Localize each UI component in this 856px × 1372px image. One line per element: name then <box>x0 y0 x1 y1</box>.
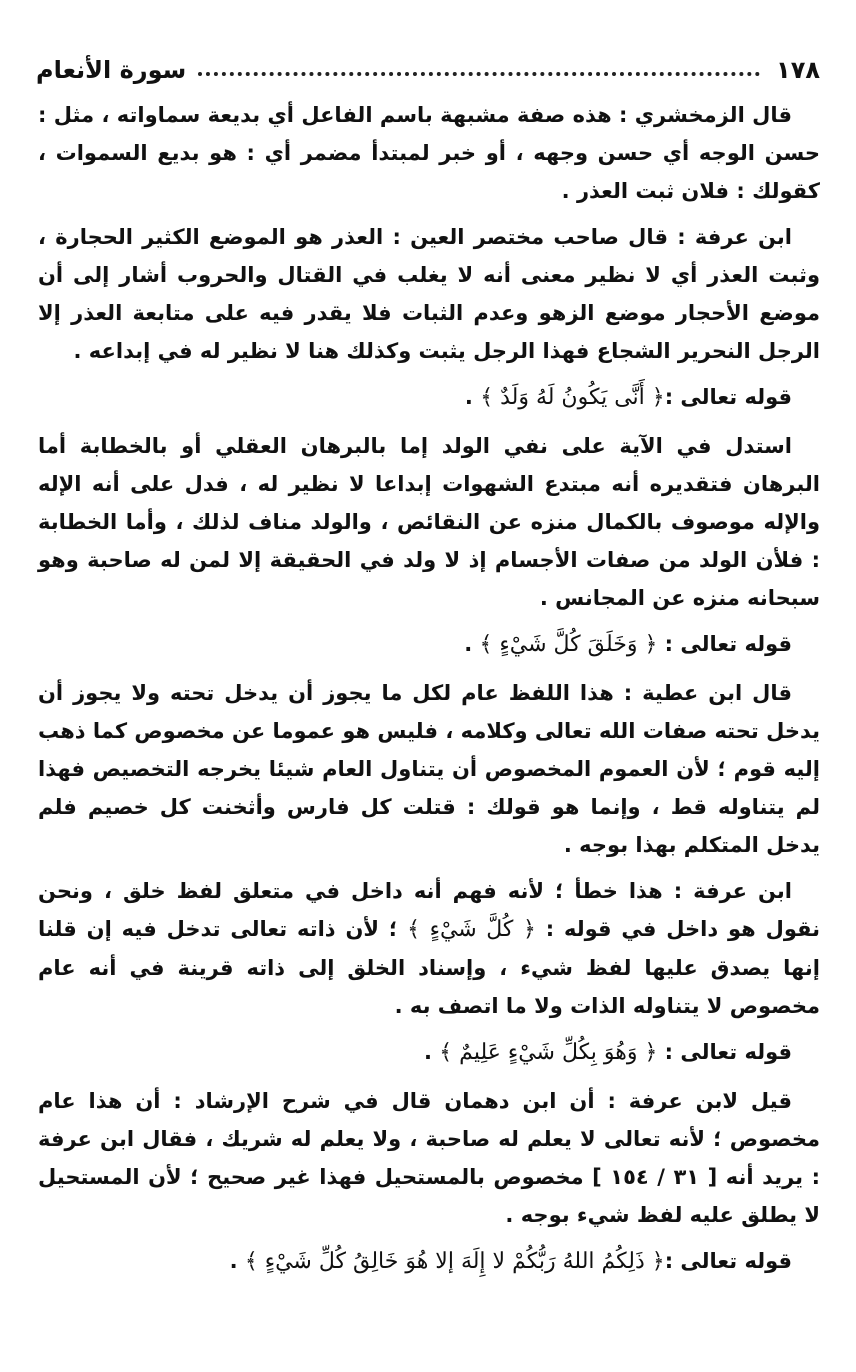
paragraph-text-before: ابن عرفة : هذا خطأ ؛ لأنه فهم أنه داخل في متعلق لفظ خلق ، ونحن نقول هو داخل في قوله : <box>38 879 820 941</box>
verse-heading-4 <box>38 1242 820 1281</box>
paragraph-text: قيل لابن عرفة : أن ابن دهمان قال في شرح الإرشاد : أن هذا عام مخصوص ؛ لأنه تعالى لا يعلم له صاحبة ، ولا يعلم له شريك ، فقال ابن عرفة : يريد أنه [ ٣١ / ١٥٤ ] مخصوص بالمستحيل فهذا غير صحيح ؛ لأن المستحيل لا يطلق عليه لفظ شيء بوجه . <box>38 1089 820 1227</box>
verse-heading-3 <box>38 1033 820 1072</box>
verse-intro: قوله تعالى : <box>664 385 792 409</box>
quran-quote: ﴿ وَخَلَقَ كُلَّ شَيْءٍ ﴾ <box>479 632 658 657</box>
body-text <box>38 96 820 1291</box>
paragraph-text: قال ابن عطية : هذا اللفظ عام لكل ما يجوز أن يدخل تحته ولا يجوز أن يدخل تحته صفات الله تعالى وكلامه ، فليس هو عموما عن مخصوص كما ذهب إليه قوم ؛ لأن العموم المخصوص أن يتناول العام شيئا يخرجه التخصيص فهذا لم يتناوله قط ، وإنما هو قولك : قتلت كل فارس وأثخنت كل خصيم فلم يدخل المتكلم بهذا بوجه . <box>38 681 820 857</box>
dotted-leader <box>198 72 760 76</box>
paragraph-ibn-arafa-2 <box>38 872 820 1025</box>
verse-intro: قوله تعالى : <box>657 1040 792 1064</box>
paragraph-zamakhshari <box>38 96 820 210</box>
paragraph-ibn-atiyya <box>38 674 820 864</box>
quran-quote: ﴿ وَهُوَ بِكُلِّ شَيْءٍ عَلِيمٌ ﴾ <box>439 1040 658 1065</box>
verse-end: . <box>229 1249 245 1273</box>
verse-end: . <box>464 632 480 656</box>
page-number: ١٧٨ <box>776 56 820 84</box>
paragraph-istidlal <box>38 427 820 617</box>
paragraph-text: ابن عرفة : قال صاحب مختصر العين : العذر هو الموضع الكثير الحجارة ، وثبت العذر أي لا نظير معنى أنه لا يغلب في القتال والحروب أشار إلى أن موضع الأحجار موضع الزهو وعدم الثبات فلا يقدر فيه على متابعة العذر إلا الرجل النحرير الشجاع فهذا الرجل يثبت وكذلك هنا لا نظير له في إبداعه . <box>38 225 820 363</box>
paragraph-text: قال الزمخشري : هذه صفة مشبهة باسم الفاعل أي بديعة سماواته ، مثل : حسن الوجه أي حسن وجهه ، أو خبر لمبتدأ مضمر أي : هو بديع السموات ، كقولك : فلان ثبت العذر . <box>38 103 820 203</box>
quran-quote: ﴿ أَنَّى يَكُونُ لَهُ وَلَدٌ ﴾ <box>480 385 665 410</box>
paragraph-ibn-arafa-1 <box>38 218 820 370</box>
paragraph-text-after: ؛ لأن ذاته تعالى تدخل فيه إن قلنا إنها يصدق عليها لفظ شيء ، وإسناد الخلق إلى ذاته قرينة في أنه عام مخصوص لا يتناوله الذات ولا ما اتصف به . <box>38 917 820 1018</box>
quran-quote: ﴿ ذَلِكُمُ اللهُ رَبُّكُمْ لا إِلَهَ إلا هُوَ خَالِقُ كُلِّ شَيْءٍ ﴾ <box>244 1249 665 1274</box>
surah-title: سورة الأنعام <box>36 56 187 84</box>
verse-intro: قوله تعالى : <box>664 1249 792 1273</box>
verse-end: . <box>464 385 481 409</box>
quran-quote: ﴿ كُلَّ شَيْءٍ ﴾ <box>407 917 536 942</box>
verse-end: . <box>424 1040 440 1064</box>
running-head <box>36 52 820 88</box>
verse-intro: قوله تعالى : <box>657 632 792 656</box>
verse-heading-1 <box>38 378 820 417</box>
verse-heading-2 <box>38 625 820 664</box>
paragraph-text: استدل في الآية على نفي الولد إما بالبرهان العقلي أو بالخطابة أما البرهان فتقديره أنه مبتدع الشهوات إبداعا لا نظير له ، فدل على أنه الإله والإله موصوف بالكمال منزه عن النقائص ، والولد مناف لذلك ، وأما الخطابة : فلأن الولد من صفات الأجسام إذ لا ولد في الحقيقة إلا لمن له صاحبة وهو سبحانه منزه عن المجانس . <box>38 434 820 610</box>
paragraph-ibn-dahman <box>38 1082 820 1234</box>
